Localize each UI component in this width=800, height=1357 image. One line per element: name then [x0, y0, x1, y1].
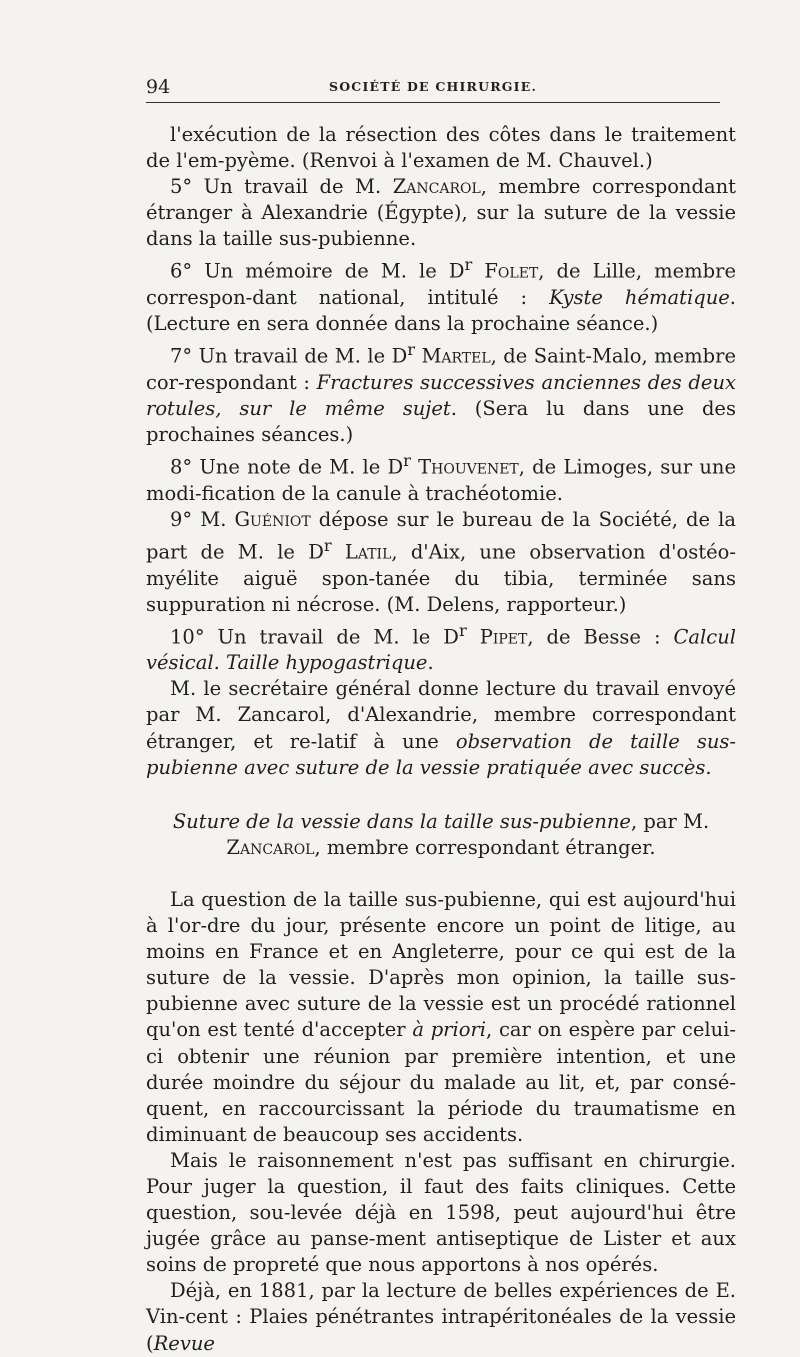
body-text [146, 122, 736, 1357]
paragraph [146, 618, 736, 677]
superscript: r [458, 620, 467, 640]
text-run: 7° Un travail de M. le D [170, 344, 408, 368]
text-run: . [427, 651, 434, 675]
text-run [332, 540, 345, 563]
paragraph [146, 809, 736, 861]
superscript: r [323, 535, 332, 555]
paragraph [146, 1278, 736, 1356]
small-caps-name: Zancarol [392, 175, 481, 199]
superscript: r [403, 451, 411, 471]
text-run: La question de la taille sus-pubienne, qui est aujourd'hui à l'or-dre du jour, présente encore un point de litige, au moins en France et en Angleterre, pour ce qui est de la suture de la vessie. D'après mon opinion, la taille sus-pubienne avec suture de la vessie est un procédé rationnel qu'on est tenté d'accepter [146, 887, 736, 1042]
paragraph [146, 507, 736, 618]
small-caps-name: Pipet [479, 625, 528, 649]
text-run: . (Lecture en sera donnée dans la prochaine séance.) [146, 286, 736, 336]
text-run: . (Sera lu dans une des prochaines séances.) [146, 396, 736, 447]
paragraph [146, 174, 736, 252]
italic-text: à priori [412, 1018, 487, 1042]
text-run: 9° M. [170, 507, 235, 531]
text-run: 10° Un travail de M. le D [170, 625, 459, 649]
paragraph [146, 252, 736, 337]
text-run: 5° Un travail de M. [170, 175, 393, 199]
paragraph [146, 676, 736, 780]
text-run: 6° Un mémoire de M. le D [170, 259, 465, 283]
text-run: , par M. [630, 809, 710, 833]
italic-text: observation de taille sus-pubienne avec suture de la vessie pratiquée avec succès [146, 729, 736, 779]
small-caps-name: Zancarol [226, 835, 315, 859]
running-head: SOCIÉTÉ DE CHIRURGIE. [328, 79, 538, 94]
superscript: r [464, 255, 473, 275]
text-run: dépose sur le bureau de la Société, de la part de M. le D [146, 507, 736, 564]
small-caps-name: Martel [421, 344, 491, 368]
paragraph [146, 887, 736, 1148]
text-run [467, 625, 480, 648]
small-caps-name: Guéniot [234, 507, 311, 531]
italic-text: Fractures successives anciennes des deux rotules, sur le même sujet [146, 370, 736, 420]
paragraph [146, 122, 736, 174]
text-run: , car on espère par celui-ci obtenir une réunion par première intention, et une durée moindre du séjour du malade au lit, et, par consé-quent, en raccourcissant la période du traumatisme en diminuant de beaucoup ses accidents. [146, 1018, 736, 1146]
italic-text: Revue [153, 1331, 215, 1355]
superscript: r [407, 340, 415, 360]
text-run: M. le secrétaire général donne lecture du travail envoyé par M. Zancarol, d'Alexandrie, membre correspondant étranger, et re-latif à une [146, 677, 736, 753]
text-run [472, 260, 484, 283]
text-run: . [705, 755, 712, 779]
paragraph [146, 1148, 736, 1278]
small-caps-name: Thouvenet [418, 455, 519, 479]
text-run: Déjà, en 1881, par la lecture de belles expériences de E. Vin-cent : Plaies pénétrantes intrapéritonéales de la vessie ( [146, 1279, 736, 1355]
text-run: , de Lille, membre correspon-dant national, intitulé : [146, 259, 736, 310]
text-run: 8° Une note de M. le D [170, 455, 404, 479]
small-caps-name: Latil [344, 540, 392, 564]
text-run: Mais le raisonnement n'est pas suffisant en chirurgie. Pour juger la question, il faut des faits cliniques. Cette question, sou-levée déjà en 1598, peut aujourd'hui être jugée grâce au panse-ment antiseptique de Lister et aux soins de propreté que nous apportons à nos opérés. [146, 1148, 736, 1277]
small-caps-name: Folet [484, 259, 539, 283]
text-run: , d'Aix, une observation d'ostéo-myélite aiguë spon-tanée du tibia, terminée sans suppuration ni nécrose. (M. Delens, rapporteur.) [146, 540, 736, 616]
text-run: , membre correspondant étranger. [314, 835, 656, 859]
italic-text: Calcul vésical. Taille hypogastrique [146, 625, 736, 675]
page-header [146, 76, 720, 103]
italic-text: Kyste hématique [549, 286, 730, 310]
text-run: , membre correspondant étranger à Alexandrie (Égypte), sur la suture de la vessie dans la taille sus-pubienne. [146, 175, 736, 251]
page-number: 94 [146, 76, 171, 98]
paragraph [146, 448, 736, 507]
text-run: , de Saint-Malo, membre cor-respondant : [146, 344, 737, 394]
paragraph [146, 337, 736, 448]
text-run: , de Limoges, sur une modi-fication de la canule à trachéotomie. [146, 455, 736, 505]
text-run: l'exécution de la résection des côtes dans le traitement de l'em-pyème. (Renvoi à l'examen de M. Chauvel.) [146, 123, 736, 173]
italic-text: Suture de la vessie dans la taille sus-pubienne [172, 809, 631, 833]
text-run: , de Besse : [527, 625, 674, 649]
